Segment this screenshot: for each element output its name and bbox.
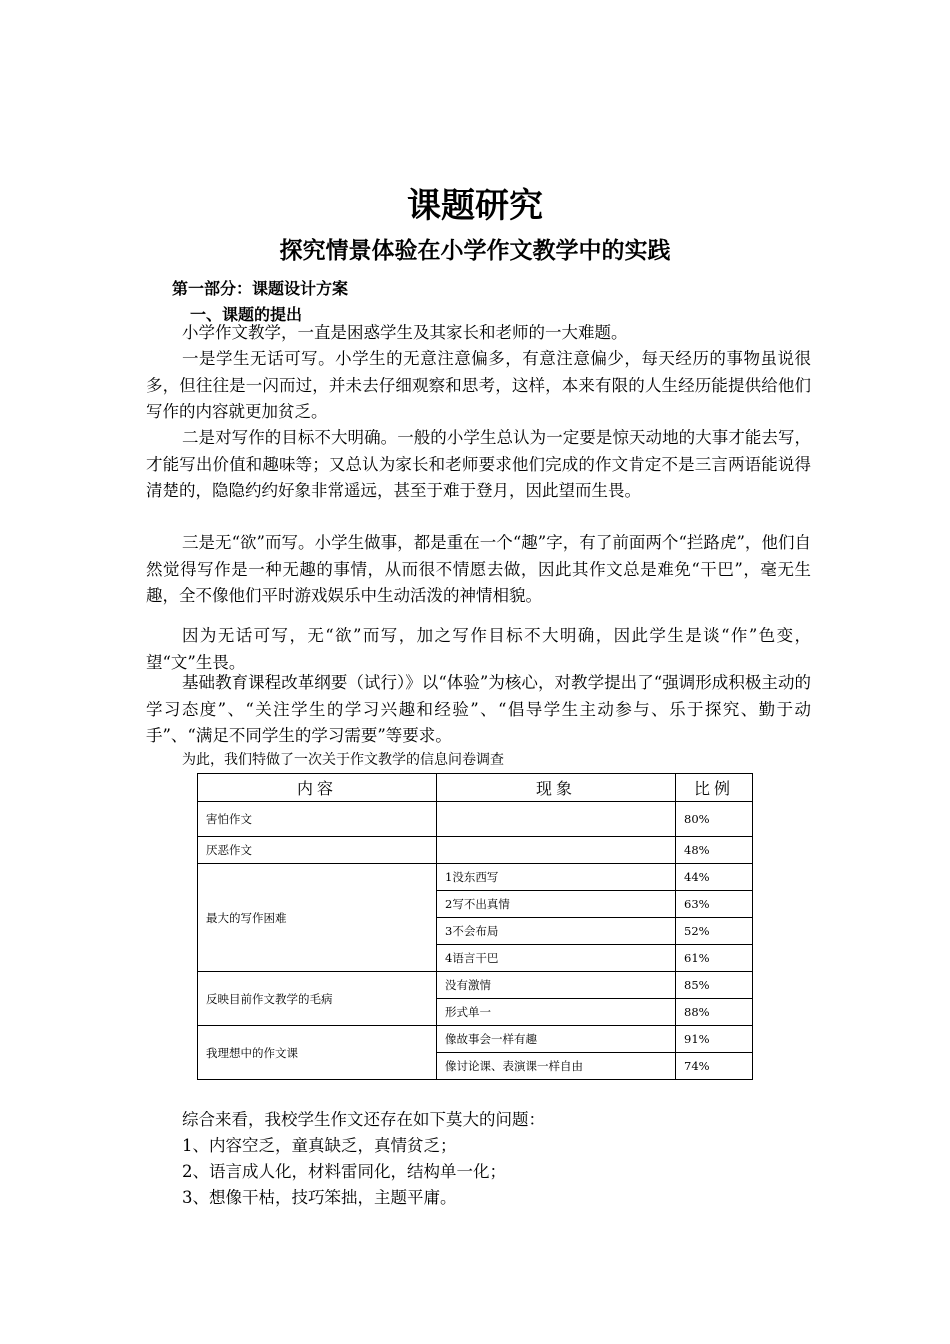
paragraph: 二是对写作的目标不大明确。一般的小学生总认为一定要是惊天动地的大事才能去写，才能写出价值和趣味等；又总认为家长和老师要求他们完成的作文肯定不是三言两语能说得清楚的，隐隐约约好象非常遥远，甚至于难于登月，因此望而生畏。 (146, 428, 811, 500)
cell-ratio: 63% (676, 891, 753, 918)
paragraph: 基础教育课程改革纲要（试行）》以“体验”为核心，对教学提出了“强调形成积极主动的学习态度”、“关注学生的学习兴趣和经验”、“倡导学生主动参与、乐于探究、勤于动手”、“满足不同学生的学习需要”等要求。 (146, 673, 811, 745)
summary-item: 1、内容空乏，童真缺乏，真情贫乏； (182, 1136, 457, 1155)
cell-content: 我理想中的作文课 (198, 1026, 437, 1080)
cell-content: 反映目前作文教学的毛病 (198, 972, 437, 1026)
table-row (198, 837, 753, 864)
cell-ratio: 91% (676, 1026, 753, 1053)
cell-ratio: 88% (676, 999, 753, 1026)
table-row (198, 972, 753, 999)
cell-ratio: 85% (676, 972, 753, 999)
paragraph: 三是无“欲”而写。小学生做事，都是重在一个“趣”字，有了前面两个“拦路虎”，他们自然觉得写作是一种无趣的事情，从而很不情愿去做，因此其作文总是难免“干巴”，毫无生趣，全不像他们平时游戏娱乐中生动活泼的神情相貌。 (146, 533, 811, 605)
cell-empty (437, 837, 676, 864)
cell-ratio: 74% (676, 1053, 753, 1080)
cell-ratio: 80% (676, 802, 753, 837)
cell-phenomenon: 3不会布局 (437, 918, 676, 945)
table-row (198, 1026, 753, 1053)
subsection-heading: 一、课题的提出 (190, 305, 303, 324)
cell-content: 厌恶作文 (198, 837, 437, 864)
table-row (198, 802, 753, 837)
cell-ratio: 61% (676, 945, 753, 972)
paragraph: 一是学生无话可写。小学生的无意注意偏多，有意注意偏少，每天经历的事物虽说很多，但往往是一闪而过，并未去仔细观察和思考，这样，本来有限的人生经历能提供给他们写作的内容就更加贫乏。 (146, 349, 811, 421)
cell-phenomenon: 2写不出真情 (437, 891, 676, 918)
cell-ratio: 48% (676, 837, 753, 864)
paragraph: 小学作文教学，一直是困惑学生及其家长和老师的一大难题。 (182, 323, 628, 342)
cell-content: 害怕作文 (198, 802, 437, 837)
cell-phenomenon: 1没东西写 (437, 864, 676, 891)
survey-intro: 为此，我们特做了一次关于作文教学的信息问卷调查 (182, 752, 504, 768)
cell-phenomenon: 像讨论课、表演课一样自由 (437, 1053, 676, 1080)
table-row (198, 864, 753, 891)
table-header-row (198, 774, 753, 802)
survey-table (197, 773, 753, 1080)
cell-empty (437, 802, 676, 837)
cell-phenomenon: 形式单一 (437, 999, 676, 1026)
paragraph: 因为无话可写，无“欲”而写，加之写作目标不大明确，因此学生是谈“作”色变，望“文”生畏。 (146, 626, 811, 672)
page-title: 课题研究 (407, 186, 543, 226)
summary-intro: 综合来看，我校学生作文还存在如下莫大的问题： (182, 1110, 545, 1129)
cell-phenomenon: 4语言干巴 (437, 945, 676, 972)
summary-item: 2、语言成人化，材料雷同化，结构单一化； (182, 1162, 506, 1181)
cell-content: 最大的写作困难 (198, 864, 437, 972)
cell-ratio: 52% (676, 918, 753, 945)
cell-phenomenon: 像故事会一样有趣 (437, 1026, 676, 1053)
header-phenomenon: 现象 (437, 774, 676, 802)
cell-ratio: 44% (676, 864, 753, 891)
section-heading: 第一部分：课题设计方案 (172, 279, 349, 298)
cell-phenomenon: 没有激情 (437, 972, 676, 999)
header-content: 内容 (198, 774, 437, 802)
page-subtitle: 探究情景体验在小学作文教学中的实践 (279, 238, 671, 264)
header-ratio: 比例 (676, 774, 753, 802)
summary-item: 3、想像干枯，技巧笨拙，主题平庸。 (182, 1188, 457, 1207)
